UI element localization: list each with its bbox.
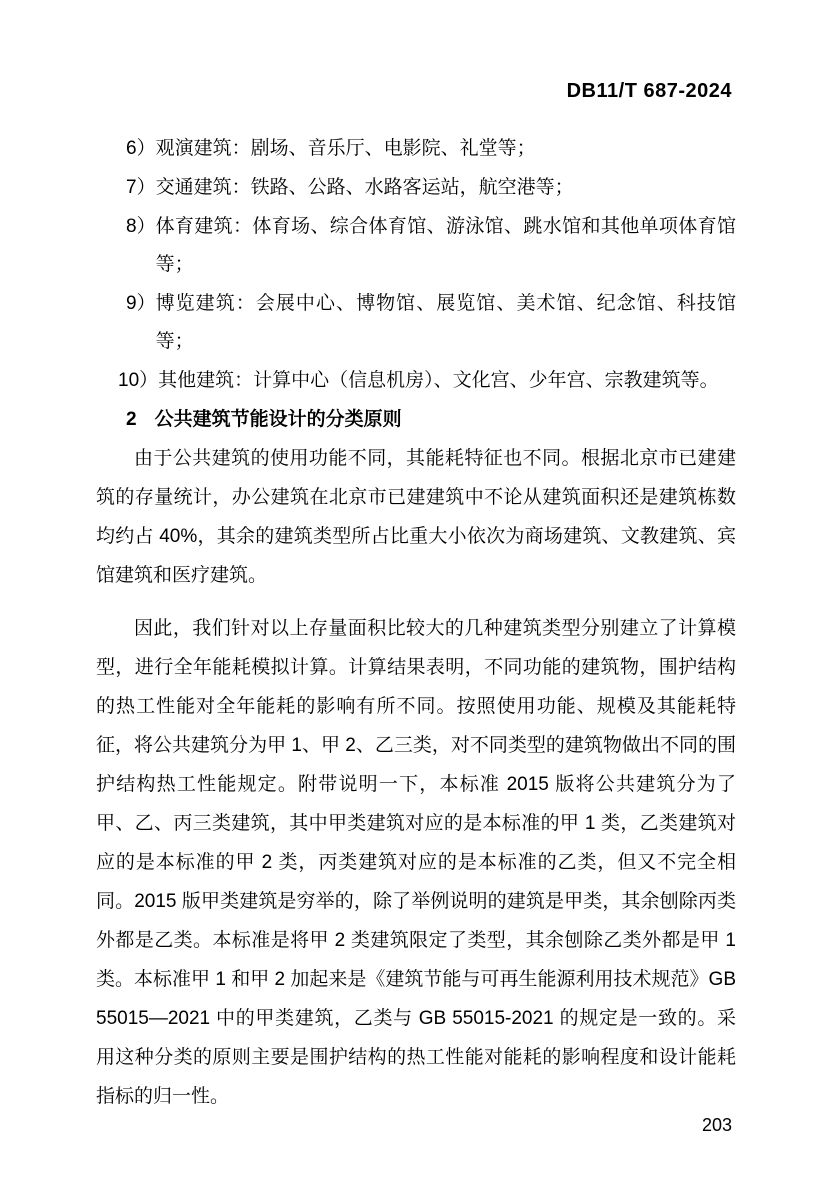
list-item-text: 交通建筑：铁路、公路、水路客运站，航空港等；: [155, 177, 574, 198]
list-item-text: 博览建筑：会展中心、博物馆、展览馆、美术馆、纪念馆、科技馆等；: [155, 293, 736, 352]
list-item-text: 观演建筑：剧场、音乐厅、电影院、礼堂等；: [155, 138, 536, 159]
section-heading: [96, 401, 736, 439]
list-item: [96, 208, 736, 284]
list-item-marker: 7）: [126, 177, 156, 198]
list-item-marker: 9）: [126, 293, 156, 314]
list-item-marker: 8）: [126, 216, 156, 237]
list-item-text: 其他建筑：计算中心（信息机房）、文化宫、少年宫、宗教建筑等。: [158, 370, 719, 391]
page-content: [96, 130, 736, 1116]
page-number: 203: [701, 1115, 732, 1135]
list-item-text: 体育建筑：体育场、综合体育馆、游泳馆、跳水馆和其他单项体育馆等；: [155, 216, 736, 275]
section-number: 2: [126, 409, 137, 430]
body-paragraph: 因此，我们针对以上存量面积比较大的几种建筑类型分别建立了计算模型，进行全年能耗模拟计算。计算结果表明，不同功能的建筑物，围护结构的热工性能对全年能耗的影响有所不同。按照使用功能、规模及其能耗特征，将公共建筑分为甲 1、甲 2、乙三类，对不同类型的建筑物做出不同的围护结构热工性能规定。附带说明一下，本标准 2015 版将公共建筑分为了甲、乙、丙三类建筑，其中甲类建筑对应的是本标准的甲 1 类，乙类建筑对应的是本标准的甲 2 类，丙类建筑对应的是本标准的乙类，但又不完全相同。2015 版甲类建筑是穷举的，除了举例说明的建筑是甲类，其余刨除丙类外都是乙类。本标准是将甲 2 类建筑限定了类型，其余刨除乙类外都是甲 1 类。本标准甲 1 和甲 2 加起来是《建筑节能与可再生能源利用技术规范》GB 55015—2021 中的甲类建筑，乙类与 GB 55015-2021 的规定是一致的。采用这种分类的原则主要是围护结构的热工性能对能耗的影响程度和设计能耗指标的归一性。: [96, 618, 736, 1107]
list-item: [96, 169, 736, 207]
list-item: [96, 362, 736, 400]
list-item-marker: 6）: [126, 138, 156, 159]
list-item-marker: 10）: [118, 370, 159, 391]
body-paragraph: 由于公共建筑的使用功能不同，其能耗特征也不同。根据北京市已建建筑的存量统计，办公建筑在北京市已建建筑中不论从建筑面积还是建筑栋数均约占 40%，其余的建筑类型所占比重大小依次为商场建筑、文教建筑、宾馆建筑和医疗建筑。: [96, 448, 736, 586]
section-title: 公共建筑节能设计的分类原则: [154, 409, 402, 430]
list-item: [96, 130, 736, 168]
page-header: DB11/T 687-2024: [566, 80, 732, 102]
list-item: [96, 285, 736, 361]
